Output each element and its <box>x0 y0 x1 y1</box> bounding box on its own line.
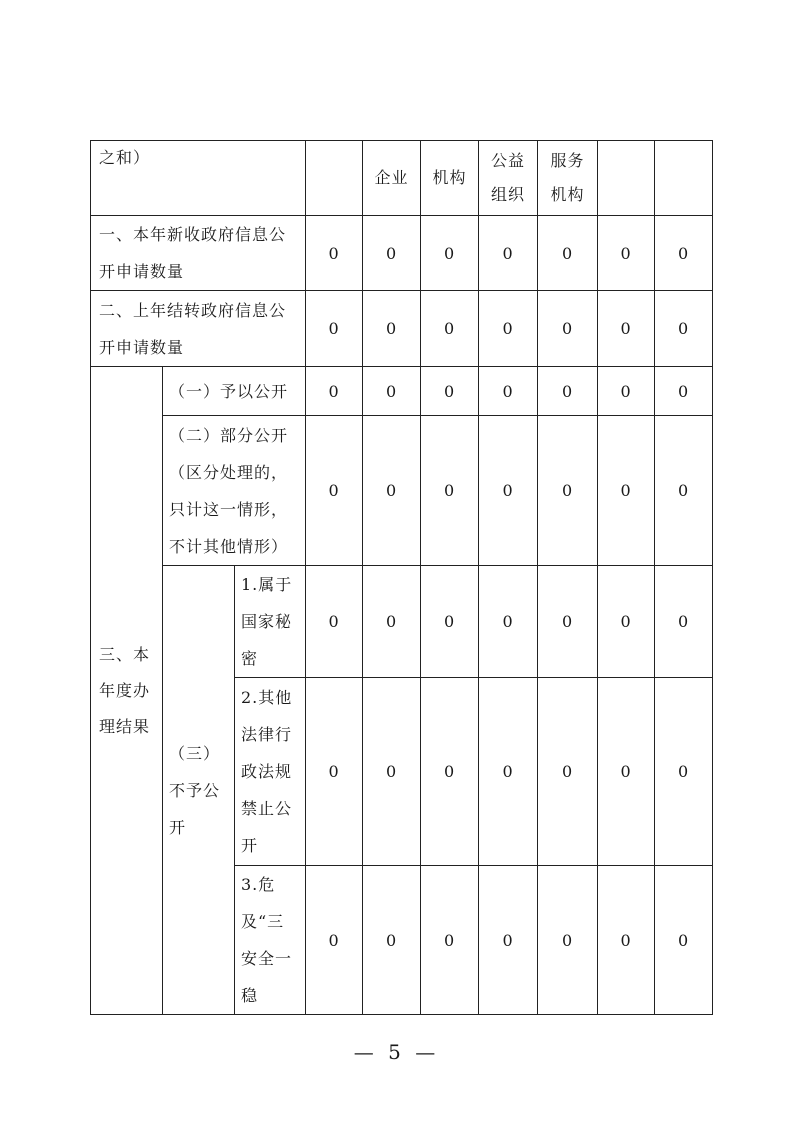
table-cell: 0 <box>655 678 713 866</box>
table-cell: 0 <box>655 291 713 367</box>
table-cell: 0 <box>306 416 363 566</box>
table-cell: 0 <box>538 367 598 416</box>
row-label-three-safety: 3.危及“三安全一稳 <box>235 866 306 1015</box>
table-row <box>91 566 713 678</box>
header-institution: 机构 <box>421 141 479 216</box>
table-cell: 0 <box>363 291 421 367</box>
table-cell: 0 <box>363 416 421 566</box>
header-blank-cell <box>598 141 655 216</box>
header-blank-cell <box>655 141 713 216</box>
row-label-carried-over: 二、上年结转政府信息公开申请数量 <box>91 291 306 367</box>
table-row <box>91 291 713 367</box>
row-label-partial: （二）部分公开（区分处理的，只计这一情形，不计其他情形） <box>163 416 306 566</box>
table-cell: 0 <box>363 566 421 678</box>
table-cell: 0 <box>421 416 479 566</box>
page-number: — 5 — <box>353 1040 440 1064</box>
table-cell: 0 <box>598 216 655 291</box>
table-cell: 0 <box>598 678 655 866</box>
table-cell: 0 <box>479 866 538 1015</box>
table-cell: 0 <box>306 678 363 866</box>
table-cell: 0 <box>538 866 598 1015</box>
row-label-new-requests: 一、本年新收政府信息公开申请数量 <box>91 216 306 291</box>
table-cell: 0 <box>538 291 598 367</box>
row-label-state-secret: 1.属于国家秘密 <box>235 566 306 678</box>
table-cell: 0 <box>655 216 713 291</box>
table-cell: 0 <box>363 367 421 416</box>
not-disclosed-label: （三）不予公开 <box>163 566 235 1015</box>
table-cell: 0 <box>306 216 363 291</box>
table-cell: 0 <box>598 367 655 416</box>
table-cell: 0 <box>479 367 538 416</box>
table-cell: 0 <box>538 416 598 566</box>
table-row <box>91 367 713 416</box>
header-row <box>91 141 713 216</box>
header-service-org: 服务机构 <box>538 141 598 216</box>
table-cell: 0 <box>479 291 538 367</box>
section-three-label: 三、本年度办理结果 <box>91 367 163 1015</box>
table-cell: 0 <box>479 216 538 291</box>
header-first-cell: 之和） <box>91 141 306 216</box>
table-cell: 0 <box>363 216 421 291</box>
table-cell: 0 <box>421 291 479 367</box>
table-cell: 0 <box>598 566 655 678</box>
header-blank-cell <box>306 141 363 216</box>
table-cell: 0 <box>655 566 713 678</box>
table-cell: 0 <box>306 367 363 416</box>
table-cell: 0 <box>306 566 363 678</box>
table-cell: 0 <box>479 566 538 678</box>
table-cell: 0 <box>421 566 479 678</box>
table-cell: 0 <box>538 678 598 866</box>
table-cell: 0 <box>598 291 655 367</box>
table-cell: 0 <box>363 866 421 1015</box>
table-cell: 0 <box>538 566 598 678</box>
table-cell: 0 <box>538 216 598 291</box>
table-cell: 0 <box>421 866 479 1015</box>
table-cell: 0 <box>479 678 538 866</box>
table-cell: 0 <box>598 416 655 566</box>
table-row <box>91 216 713 291</box>
table-cell: 0 <box>598 866 655 1015</box>
table-cell: 0 <box>479 416 538 566</box>
row-label-disclosed: （一）予以公开 <box>163 367 306 416</box>
table-cell: 0 <box>655 416 713 566</box>
statistics-table <box>90 140 713 1015</box>
table-row <box>91 416 713 566</box>
row-label-other-laws: 2.其他法律行政法规禁止公开 <box>235 678 306 866</box>
header-public-org: 公益组织 <box>479 141 538 216</box>
header-business: 企业 <box>363 141 421 216</box>
table-cell: 0 <box>421 678 479 866</box>
table-cell: 0 <box>421 216 479 291</box>
table-cell: 0 <box>421 367 479 416</box>
table-cell: 0 <box>655 866 713 1015</box>
table-cell: 0 <box>306 291 363 367</box>
table-cell: 0 <box>306 866 363 1015</box>
table-cell: 0 <box>655 367 713 416</box>
table-cell: 0 <box>363 678 421 866</box>
